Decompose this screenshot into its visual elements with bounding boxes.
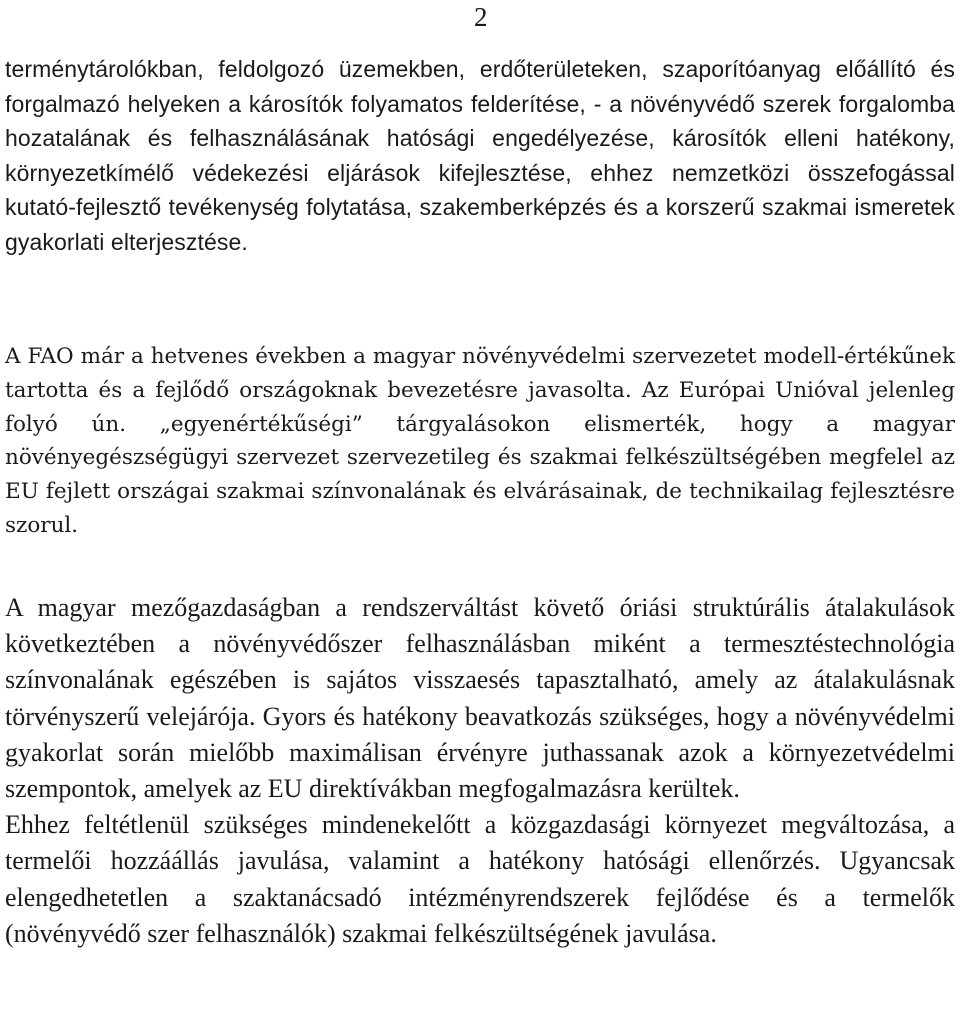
paragraph-4: Ehhez feltétlenül szükséges mindenekelőtt a közgazdasági környezet megváltozása, a termelői hozzáállás javulása, valamint a hatékony hatósági ellenőrzés. Ugyancsak elengedhetetlen a szaktanácsadó intézményrendszerek fejlődése és a termelők (növényvédő szer felhasználók) szakmai felkészültségének javulása. xyxy=(5,810,955,948)
paragraph-1: terménytárolókban, feldolgozó üzemekben, erdőterületeken, szaporítóanyag előállító és forgalmazó helyeken a károsítók folyamatos felderítése, - a növényvédő szerek forgalomba hozatalának és felhasználásának hatósági engedélyezése, károsítók elleni hatékony, környezetkímélő védekezési eljárások kifejlesztése, ehhez nemzetközi összefogással kutató-fejlesztő tevékenység folytatása, szakemberképzés és a korszerű szakmai ismeretek gyakorlati elterjesztése. xyxy=(5,56,955,255)
paragraph-block-3 xyxy=(5,590,955,952)
page-number: 2 xyxy=(474,2,488,32)
paragraph-3: A magyar mezőgazdaságban a rendszerváltást követő óriási struktúrális átalakulások következtében a növényvédőszer felhasználásban miként a termesztéstechnológia színvonalának egészében is sajátos visszaesés tapasztalható, amely az átalakulásnak törvényszerű velejárója. Gyors és hatékony beavatkozás szükséges, hogy a növényvédelmi gyakorlat során mielőbb maximálisan érvényre juthassanak azok a környezetvédelmi szempontok, amelyek az EU direktívákban megfogalmazásra kerültek. xyxy=(5,593,955,804)
paragraph-block-1 xyxy=(5,52,955,259)
paragraph-2: A FAO már a hetvenes években a magyar növényvédelmi szervezetet modell-értékűnek tartotta és a fejlődő országoknak bevezetésre javasolta. Az Európai Unióval jelenleg folyó ún. „egyenértékűségi” tárgyalásokon elismerték, hogy a magyar növényegészségügyi szervezet szervezetileg és szakmai felkészültségében megfelel az EU fejlett országai szakmai színvonalának és elvárásainak, de technikailag fejlesztésre szorul. xyxy=(5,344,955,538)
paragraph-block-2 xyxy=(5,340,955,543)
